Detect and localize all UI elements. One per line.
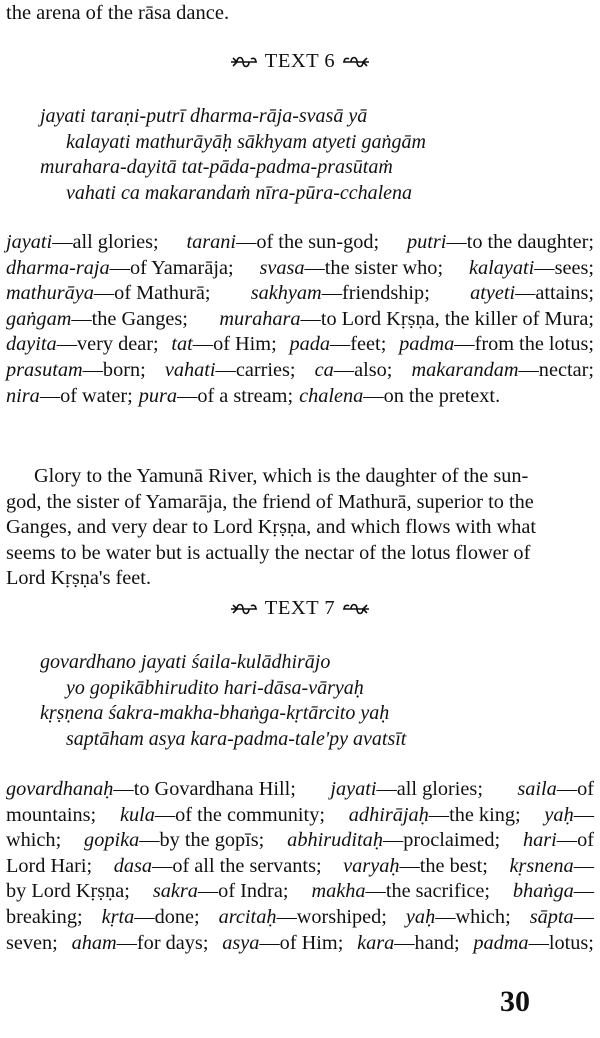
synonym-entry: atyeti—attains; (470, 282, 594, 305)
synonym-entry: kṛta—done; (101, 905, 200, 928)
synonym-line (6, 256, 594, 282)
synonym-line (6, 332, 594, 358)
synonym-line (6, 307, 594, 333)
synonym-entry: jayati—all glories; (330, 778, 483, 800)
text7-synonyms (6, 777, 594, 956)
synonym-entry: vahati—carries; (164, 358, 296, 381)
synonym-entry: jayati—all glories; (6, 231, 159, 253)
synonym-line (6, 879, 594, 905)
synonym-entry: kṛsnena— (509, 854, 594, 877)
synonym-entry: yaḥ— (544, 803, 594, 826)
synonym-line (6, 230, 594, 256)
synonym-entry: sāpta— (529, 905, 594, 928)
synonym-line (6, 384, 594, 410)
synonym-entry: makarandam—nectar; (411, 358, 594, 381)
verse-line: saptāham asya kara-padma-tale'py avatsīt (66, 727, 407, 750)
synonym-line (6, 828, 594, 854)
translation-line: Lord Kṛṣṇa's feet. (6, 567, 152, 590)
synonym-entry: padma—from the lotus; (399, 333, 594, 356)
synonym-entry: sakhyam—friendship; (250, 282, 430, 305)
synonym-entry: abhiruditaḥ—proclaimed; (287, 829, 501, 852)
synonym-entry: seven; (6, 931, 58, 954)
synonym-entry: nira—of water; (6, 384, 133, 407)
synonym-entry: aham—for days; (71, 931, 209, 954)
synonym-entry: chalena—on the pretext. (299, 384, 501, 407)
translation-line: god, the sister of Yamarāja, the friend of Mathurā, superior to the (6, 490, 534, 513)
synonym-entry: kalayati—sees; (468, 256, 594, 279)
synonym-entry: tat—of Him; (171, 333, 277, 356)
synonym-entry: ca—also; (314, 358, 393, 381)
synonym-entry: kula—of the community; (119, 803, 325, 826)
verse-line: murahara-dayitā tat-pāda-padma-prasūtaṁ (40, 156, 393, 178)
synonym-line (6, 854, 594, 880)
text6-verse (40, 104, 426, 206)
synonym-entry: by Lord Kṛṣṇa; (6, 880, 130, 903)
synonym-entry: mathurāya—of Mathurā; (6, 282, 211, 305)
synonym-line (6, 358, 594, 384)
verse-line: yo gopikābhirudito hari-dāsa-vāryaḥ (66, 676, 364, 699)
text6-synonyms (6, 230, 594, 409)
synonym-entry: varyaḥ—the best; (343, 854, 488, 877)
synonym-entry: tarani—of the sun-god; (186, 231, 380, 253)
continued-line: the arena of the rāsa dance. (6, 2, 230, 24)
synonym-entry: adhirājaḥ—the king; (348, 803, 521, 826)
synonym-entry: gopika—by the gopīs; (84, 829, 265, 852)
synonym-entry: svasa—the sister who; (259, 256, 444, 279)
left-ornament-icon (229, 54, 259, 70)
synonym-entry: saila—of (517, 778, 594, 800)
synonym-entry: dayita—very dear; (6, 333, 159, 356)
right-ornament-icon (341, 54, 371, 70)
verse-line: vahati ca makarandaṁ nīra-pūra-cchalena (66, 181, 413, 204)
synonym-line (6, 931, 594, 957)
synonym-entry: hari—of (522, 829, 594, 852)
synonym-entry: breaking; (6, 905, 83, 928)
synonym-entry: makha—the sacrifice; (311, 880, 490, 903)
synonym-entry: kara—hand; (357, 931, 460, 954)
synonym-entry: arcitaḥ—worshiped; (218, 905, 387, 928)
synonym-entry: sakra—of Indra; (152, 880, 289, 903)
verse-line: kalayati mathurāyāḥ sākhyam atyeti gaṅgām (66, 130, 426, 153)
synonym-line (6, 905, 594, 931)
synonym-entry: which; (6, 829, 62, 852)
page-number: 30 (500, 985, 530, 1018)
synonym-entry: Lord Hari; (6, 854, 93, 877)
synonym-entry: dharma-raja—of Yamarāja; (6, 256, 234, 279)
synonym-line (6, 281, 594, 307)
synonym-entry: pura—of a stream; (138, 384, 294, 407)
synonym-entry: dasa—of all the servants; (113, 854, 322, 877)
synonym-entry: bhaṅga— (512, 880, 594, 903)
synonym-entry: mountains; (6, 803, 97, 826)
verse-line: kṛṣṇena śakra-makha-bhaṅga-kṛtārcito yaḥ (40, 702, 390, 724)
text6-heading (6, 50, 594, 73)
right-ornament-icon (341, 601, 371, 617)
left-ornament-icon (229, 601, 259, 617)
synonym-entry: govardhanaḥ—to Govardhana Hill; (6, 778, 296, 800)
verse-line: govardhano jayati śaila-kulādhirājo (40, 651, 331, 673)
synonym-entry: putri—to the daughter; (406, 231, 594, 253)
synonym-entry: prasutam—born; (6, 358, 146, 381)
synonym-entry: pada—feet; (289, 333, 387, 356)
synonym-line (6, 803, 594, 829)
synonym-entry: gaṅgam—the Ganges; (6, 307, 188, 330)
text7-heading (6, 597, 594, 620)
text7-verse (40, 650, 406, 752)
verse-line: jayati taraṇi-putrī dharma-rāja-svasā yā (40, 105, 368, 127)
text6-translation (6, 464, 594, 592)
translation-line: Ganges, and very dear to Lord Kṛṣṇa, and which flows with what (6, 516, 536, 539)
translation-line: seems to be water but is actually the nectar of the lotus flower of (6, 541, 531, 564)
translation-line: Glory to the Yamunā River, which is the daughter of the sun- (34, 465, 529, 487)
synonym-entry: asya—of Him; (222, 931, 344, 954)
text6-title: TEXT 6 (264, 50, 336, 72)
synonym-entry: padma—lotus; (473, 931, 594, 954)
synonym-entry: murahara—to Lord Kṛṣṇa, the killer of Mura; (219, 307, 594, 330)
synonym-entry: yaḥ—which; (405, 905, 511, 928)
text7-title: TEXT 7 (264, 597, 336, 619)
synonym-line (6, 777, 594, 803)
